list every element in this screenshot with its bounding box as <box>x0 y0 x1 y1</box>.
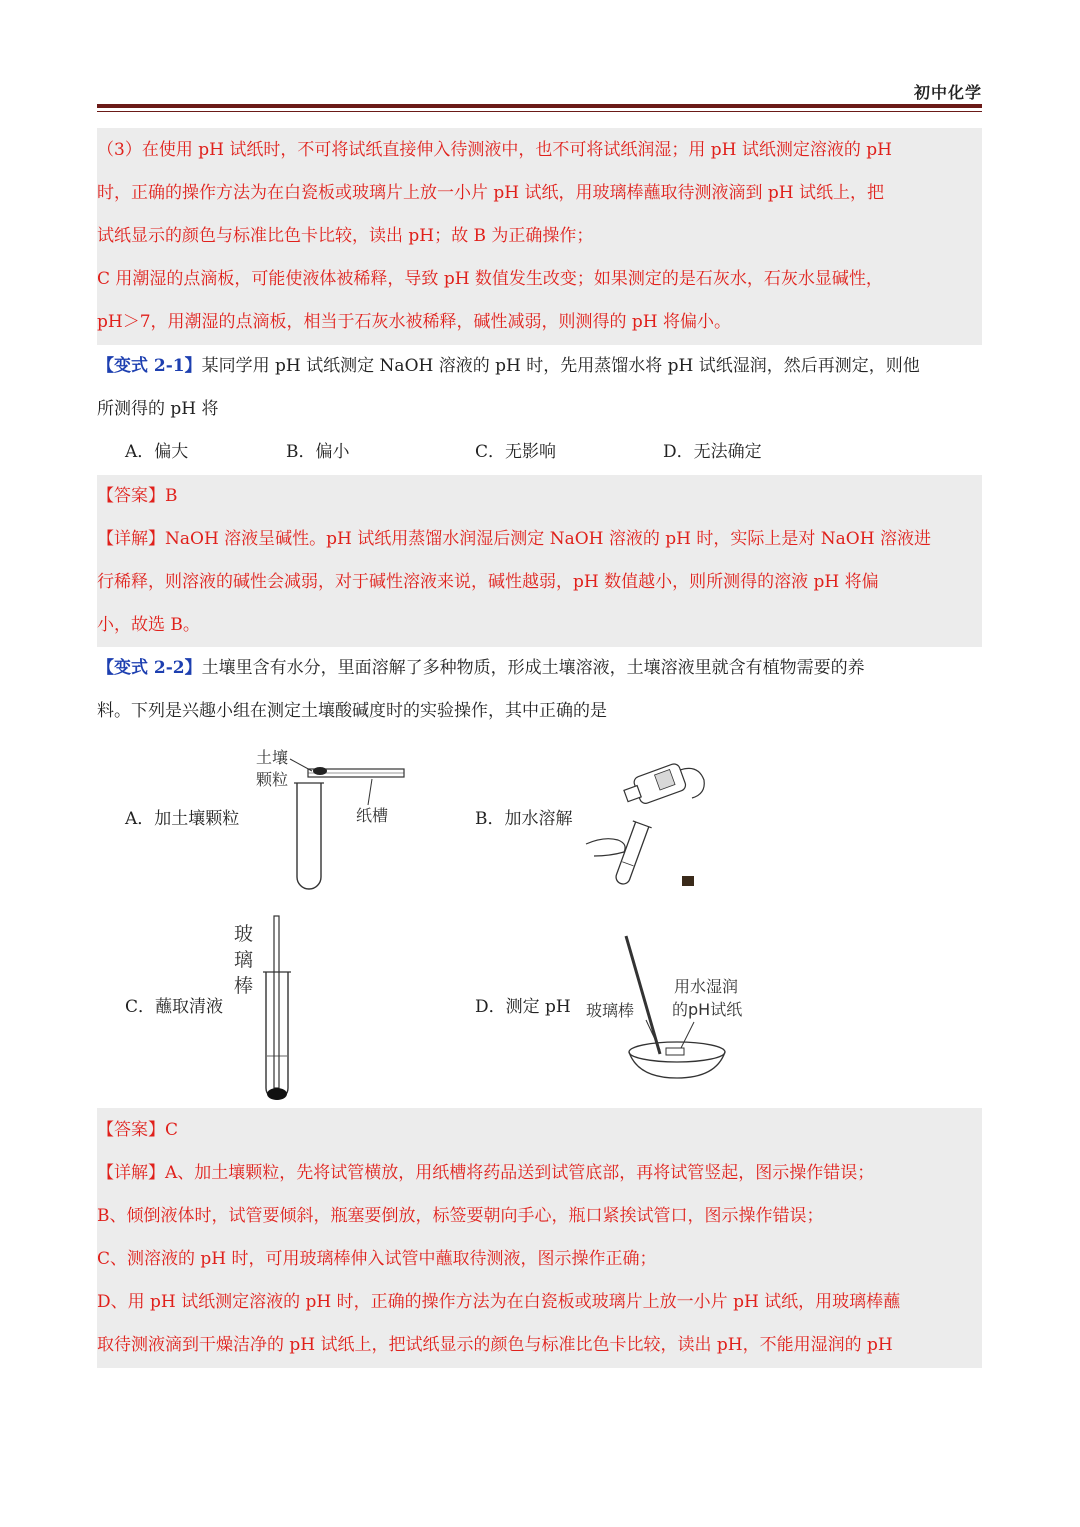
detail-2-2-text-1: A、加土壤颗粒，先将试管横放，用纸槽将药品送到试管底部，再将试管竖起，图示操作错误； <box>165 1163 875 1183</box>
answer-2-2-tag: 【答案】 <box>97 1120 165 1140</box>
detail-2-2-line-2: B、倾倒液体时，试管要倾斜，瓶塞要倒放，标签要朝向手心，瓶口紧挨试管口，图示操作错误； <box>97 1206 824 1226</box>
detail-2-1-line-3: 小，故选 B。 <box>97 615 200 635</box>
figure-c-label-2: 璃 <box>234 949 254 971</box>
explanation-line-3: 试纸显示的颜色与标准比色卡比较，读出 pH；故 B 为正确操作； <box>97 226 594 246</box>
question-2-1-tag: 【变式 2-1】 <box>97 356 202 376</box>
question-2-2-stem-text-1: 土壤里含有水分，里面溶解了多种物质，形成土壤溶液，土壤溶液里就含有植物需要的养 <box>201 658 865 678</box>
option-2-1-c: C．无影响 <box>475 442 557 462</box>
option-2-2-d: D．测定 pH <box>475 997 571 1017</box>
detail-2-2-line-5: 取待测液滴到干燥洁净的 pH 试纸上，把试纸显示的颜色与标准比色卡比较，读出 pH，不能用湿润的 pH <box>97 1335 893 1355</box>
header-rule-thin <box>97 111 982 112</box>
explanation-line-5: pH＞7，用潮湿的点滴板，相当于石灰水被稀释，碱性减弱，则测得的 pH 将偏小。 <box>97 312 732 332</box>
answer-2-2 <box>97 1109 982 1152</box>
explanation-line-4: C 用潮湿的点滴板，可能使液体被稀释，导致 pH 数值发生改变；如果测定的是石灰水，石灰水显碱性， <box>97 269 883 289</box>
figure-d-label-rod: 玻璃棒 <box>586 1001 635 1020</box>
figure-d-label-wet: 用水湿润 <box>674 977 739 996</box>
figure-a-label-trough: 纸槽 <box>356 806 389 825</box>
figure-d-label-paper: 的pH试纸 <box>672 1000 743 1019</box>
option-2-2-b: B．加水溶解 <box>475 809 573 829</box>
answer-2-1-value: B <box>165 486 178 506</box>
detail-2-2-line-1 <box>97 1152 982 1195</box>
figure-d-ph-test <box>582 930 762 1080</box>
question-2-1-stem <box>97 345 982 388</box>
explanation-line-2: 时，正确的操作方法为在白瓷板或玻璃片上放一小片 pH 试纸，用玻璃棒蘸取待测液滴到 pH 试纸上，把 <box>97 183 885 203</box>
subject-header: 初中化学 <box>913 83 982 102</box>
explanation-line-1: （3）在使用 pH 试纸时，不可将试纸直接伸入待测液中，也不可将试纸润湿；用 pH 试纸测定溶液的 pH <box>97 140 892 160</box>
figure-c-label-3: 棒 <box>234 975 254 997</box>
figure-a-soil-trough <box>250 745 420 895</box>
figure-a-label-particles: 颗粒 <box>256 770 289 789</box>
figure-c-rod-in-tube <box>230 912 330 1107</box>
question-2-2-tag: 【变式 2-2】 <box>97 658 202 678</box>
option-2-1-b: B．偏小 <box>286 442 350 462</box>
detail-2-1-text-1: NaOH 溶液呈碱性。pH 试纸用蒸馏水润湿后测定 NaOH 溶液的 pH 时，实际上是对 NaOH 溶液进 <box>165 529 931 549</box>
figure-b-pouring <box>580 760 720 900</box>
detail-2-2-tag: 【详解】 <box>97 1163 165 1183</box>
detail-2-2-line-3: C、测溶液的 pH 时，可用玻璃棒伸入试管中蘸取待测液，图示操作正确； <box>97 1249 657 1269</box>
option-2-1-d: D．无法确定 <box>663 442 762 462</box>
question-2-1-stem-line-2: 所测得的 pH 将 <box>97 399 219 419</box>
option-2-1-a: A．偏大 <box>125 442 189 462</box>
header-rule-thick <box>97 104 982 108</box>
answer-2-1 <box>97 475 982 518</box>
figure-a-label-soil: 土壤 <box>256 748 289 767</box>
question-2-2-stem <box>97 647 982 690</box>
figure-c-label-1: 玻 <box>234 923 254 945</box>
detail-2-2-line-4: D、用 pH 试纸测定溶液的 pH 时，正确的操作方法为在白瓷板或玻璃片上放一小片 pH 试纸，用玻璃棒蘸 <box>97 1292 901 1312</box>
option-2-2-a: A．加土壤颗粒 <box>125 809 240 829</box>
answer-2-2-value: C <box>165 1120 179 1140</box>
detail-2-1-tag: 【详解】 <box>97 529 165 549</box>
answer-2-1-tag: 【答案】 <box>97 486 165 506</box>
option-2-2-c: C．蘸取清液 <box>125 997 224 1017</box>
question-2-2-stem-line-2: 料。下列是兴趣小组在测定土壤酸碱度时的实验操作，其中正确的是 <box>97 701 607 721</box>
question-2-1-stem-text-1: 某同学用 pH 试纸测定 NaOH 溶液的 pH 时，先用蒸馏水将 pH 试纸湿润，然后再测定，则他 <box>201 356 920 376</box>
detail-2-1-line-1 <box>97 518 982 561</box>
detail-2-1-line-2: 行稀释，则溶液的碱性会减弱，对于碱性溶液来说，碱性越弱，pH 数值越小，则所测得的溶液 pH 将偏 <box>97 572 879 592</box>
